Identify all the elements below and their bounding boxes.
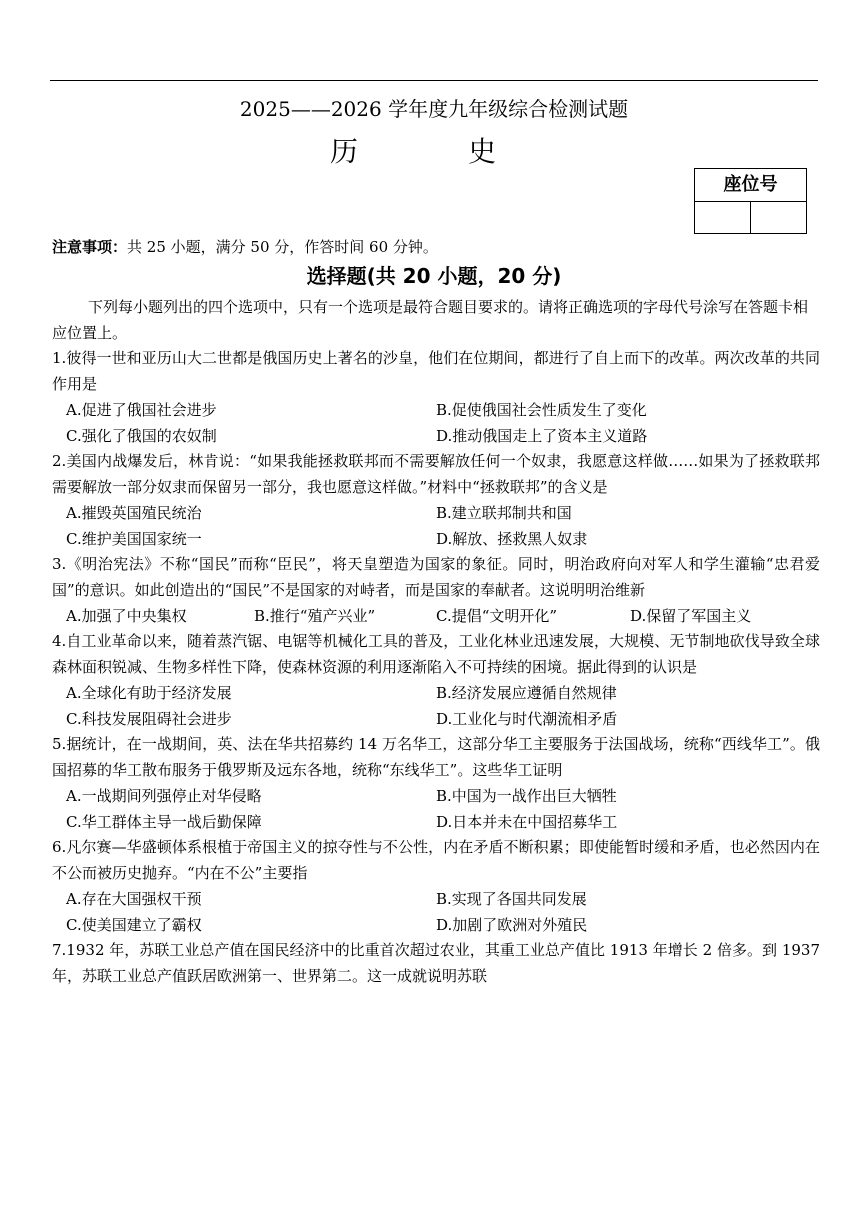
question-options (52, 397, 820, 449)
option-c: C.华工群体主导一战后勤保障 (66, 813, 262, 831)
option-c: C.使美国建立了霸权 (66, 916, 202, 934)
seat-number-box (694, 168, 807, 234)
question-7 (52, 938, 820, 989)
question-list (52, 346, 820, 989)
question-stem: 3.《明治宪法》不称“国民”而称“臣民”，将天皇塑造为国家的象征。同时，明治政府向对军人和学生灌输“忠君爱国”的意识。如此创造出的“国民”不是国家的对峙者，而是国家的奉献者。这说明明治维新 (52, 555, 820, 599)
question-options (52, 680, 820, 732)
option-b: B.建立联邦制共和国 (436, 504, 572, 522)
exam-title: 2025——2026 学年度九年级综合检测试题 (239, 97, 629, 121)
option-a: A.全球化有助于经济发展 (66, 684, 232, 702)
question-stem: 2.美国内战爆发后，林肯说：“如果我能拯救联邦而不需要解放任何一个奴隶，我愿意这样做……如果为了拯救联邦需要解放一部分奴隶而保留另一部分，我也愿意这样做。”材料中“拯救联邦”的含义是 (52, 452, 820, 496)
subject-char-1: 历 (330, 135, 359, 168)
option-c: C.科技发展阻碍社会进步 (66, 710, 232, 728)
option-c: C.提倡“文明开化” (436, 607, 558, 625)
option-d: D.解放、拯救黑人奴隶 (436, 530, 588, 548)
question-6 (52, 835, 820, 938)
option-a: A.存在大国强权干预 (66, 890, 202, 908)
option-b: B.实现了各国共同发展 (436, 890, 587, 908)
seat-number-cell (751, 202, 806, 233)
option-a: A.加强了中央集权 (66, 607, 187, 625)
option-b: B.中国为一战作出巨大牺牲 (436, 787, 617, 805)
notice-text: 共 25 小题，满分 50 分，作答时间 60 分钟。 (127, 238, 438, 256)
question-4 (52, 629, 820, 732)
option-b: B.经济发展应遵循自然规律 (436, 684, 617, 702)
question-options (52, 783, 820, 835)
question-2 (52, 449, 820, 552)
question-options (52, 886, 820, 938)
option-d: D.工业化与时代潮流相矛盾 (436, 710, 618, 728)
option-a: A.一战期间列强停止对华侵略 (66, 787, 262, 805)
option-a: A.促进了俄国社会进步 (66, 401, 217, 419)
question-options (52, 500, 820, 552)
option-b: B.推行“殖产兴业” (254, 607, 376, 625)
question-stem: 5.据统计，在一战期间，英、法在华共招募约 14 万名华工，这部分华工主要服务于法国战场，统称“西线华工”。俄国招募的华工散布服务于俄罗斯及远东各地，统称“东线华工”。这些华工证明 (52, 735, 820, 779)
subject-char-2: 史 (468, 135, 497, 168)
seat-number-label: 座位号 (695, 169, 806, 202)
subject-title (330, 130, 496, 170)
option-d: D.保留了军国主义 (630, 607, 752, 625)
question-stem: 7.1932 年，苏联工业总产值在国民经济中的比重首次超过农业，其重工业总产值比 1913 年增长 2 倍多。到 1937 年，苏联工业总产值跃居欧洲第一、世界第二。这一成就说明苏联 (52, 941, 820, 985)
question-stem: 4.自工业革命以来，随着蒸汽锯、电锯等机械化工具的普及，工业化林业迅速发展，大规模、无节制地砍伐导致全球森林面积锐减、生物多样性下降，使森林资源的利用逐渐陷入不可持续的困境。据此得到的认识是 (52, 632, 820, 676)
question-options (52, 603, 820, 629)
option-d: D.加剧了欧洲对外殖民 (436, 916, 588, 934)
seat-number-cell (695, 202, 751, 233)
question-stem: 6.凡尔赛—华盛顿体系根植于帝国主义的掠夺性与不公性，内在矛盾不断积累；即使能暂时缓和矛盾，也必然因内在不公而被历史抛弃。“内在不公”主要指 (52, 838, 820, 882)
option-d: D.日本并未在中国招募华工 (436, 813, 618, 831)
question-3 (52, 552, 820, 629)
option-d: D.推动俄国走上了资本主义道路 (436, 427, 648, 445)
notice-label: 注意事项： (52, 238, 128, 256)
option-a: A.摧毁英国殖民统治 (66, 504, 202, 522)
section-title: 选择题(共 20 小题，20 分) (306, 264, 562, 288)
section-instructions: 下列每小题列出的四个选项中，只有一个选项是最符合题目要求的。请将正确选项的字母代号涂写在答题卡相应位置上。 (52, 298, 809, 342)
option-c: C.强化了俄国的农奴制 (66, 427, 217, 445)
option-b: B.促使俄国社会性质发生了变化 (436, 401, 647, 419)
question-stem: 1.彼得一世和亚历山大二世都是俄国历史上著名的沙皇，他们在位期间，都进行了自上而下的改革。两次改革的共同作用是 (52, 349, 820, 393)
question-1 (52, 346, 820, 449)
option-c: C.维护美国国家统一 (66, 530, 202, 548)
notice (52, 236, 438, 257)
top-rule (50, 80, 818, 81)
question-5 (52, 732, 820, 835)
